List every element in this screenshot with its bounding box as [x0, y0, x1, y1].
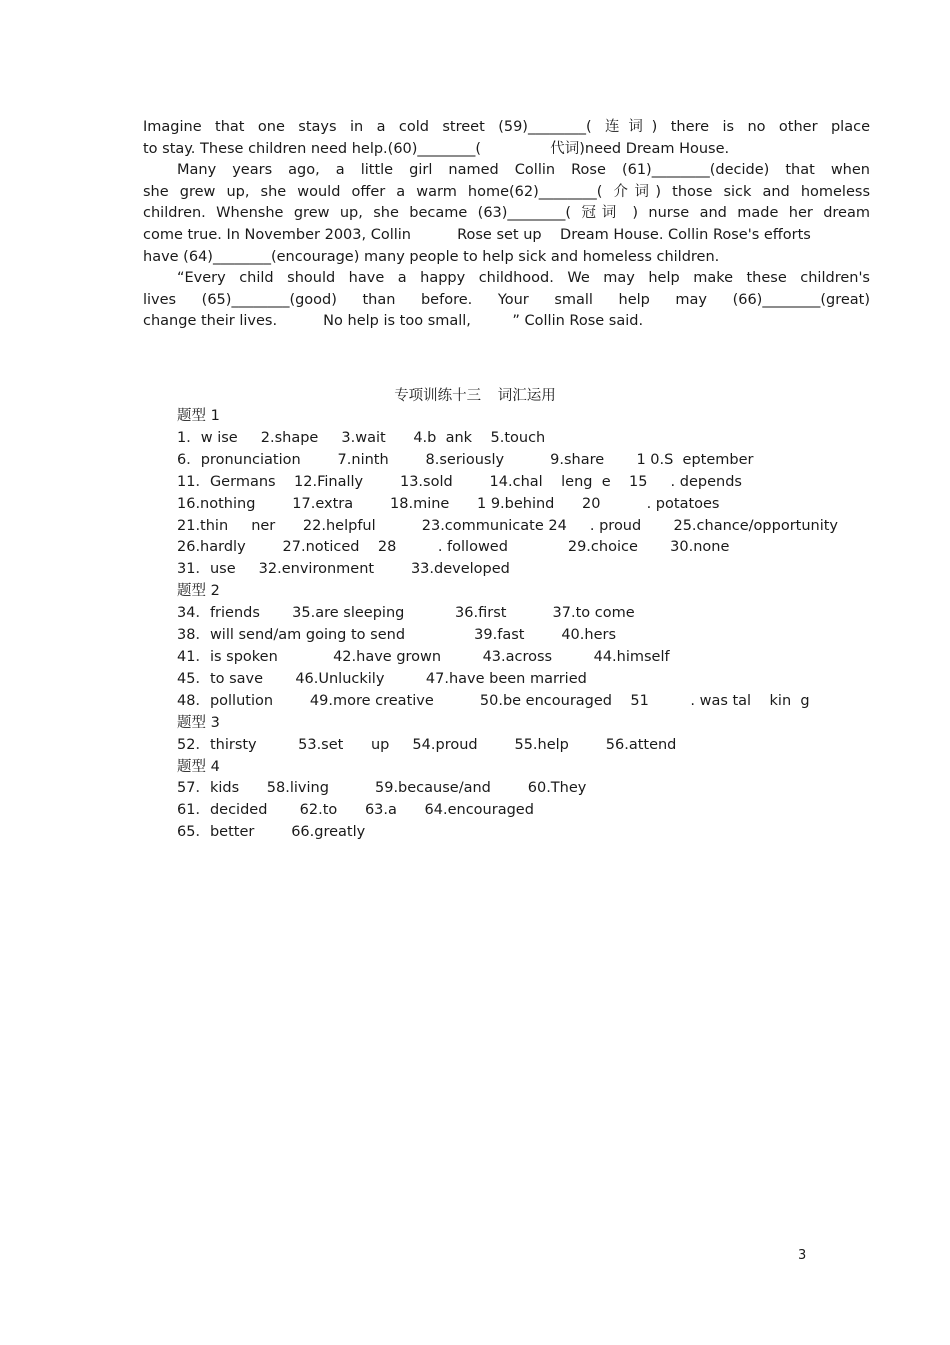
answer-line: 26.hardly 27.noticed 28 . followed 29.choice 30.none: [177, 539, 730, 556]
section-title: 专项训练十三 词汇运用: [394, 388, 556, 404]
passage-line: “Every child should have a happy childhood. We may help make these children's: [177, 270, 870, 287]
answer-heading: 题型 2: [177, 583, 220, 600]
cloze-passage: [143, 117, 870, 333]
passage-line: Many years ago, a little girl named Collin Rose (61)________(decide) that when: [177, 162, 870, 179]
answer-heading: 题型 3: [177, 714, 220, 731]
answer-heading: 题型 1: [177, 408, 220, 424]
answer-line: 21.thin ner 22.helpful 23.communicate 24 . proud 25.chance/opportunity: [177, 517, 839, 534]
answer-line: 41．is spoken 42.have grown 43.across 44.himself: [177, 648, 670, 665]
answer-line: 31．use 32.environment 33.developed: [177, 561, 510, 578]
passage-line: have (64)________(encourage) many people to help sick and homeless children.: [143, 248, 720, 265]
answer-line: 48．pollution 49.more creative 50.be encouraged 51 . was tal kin g: [177, 692, 810, 709]
passage-line: she grew up, she would offer a warm home(62)________( 介词) those sick and homeless: [143, 183, 870, 200]
passage-line: to stay. These children need help.(60)________( 代词)need Dream House.: [143, 140, 730, 157]
answer-line: 52．thirsty 53.set up 54.proud 55.help 56.attend: [177, 736, 677, 753]
passage-line: lives (65)________(good) than before. Your small help may (66)________(great): [143, 291, 870, 308]
page-number: 3: [798, 1248, 807, 1263]
passage-line: Imagine that one stays in a cold street (59)________( 连词) there is no other place: [143, 119, 870, 135]
answer-line: 11．Germans 12.Finally 13.sold 14.chal leng e 15 . depends: [177, 473, 742, 490]
answer-line: 1．w ise 2.shape 3.wait 4.b ank 5.touch: [177, 429, 546, 446]
answer-line: 61．decided 62.to 63.a 64.encouraged: [177, 802, 534, 819]
passage-line: children. Whenshe grew up, she became (63)________( 冠词 ) nurse and made her dream: [143, 205, 870, 222]
answer-line: 6．pronunciation 7.ninth 8.seriously 9.share 1 0.S eptember: [177, 451, 754, 468]
passage-line: come true. In November 2003, Collin Rose set up Dream House. Collin Rose's efforts: [143, 226, 811, 243]
answer-heading: 题型 4: [177, 758, 220, 775]
answer-line: 45．to save 46.Unluckily 47.have been married: [177, 670, 587, 687]
answer-line: 16.nothing 17.extra 18.mine 1 9.behind 20 . potatoes: [177, 495, 720, 512]
answer-line: 65．better 66.greatly: [177, 824, 366, 841]
passage-line: change their lives. No help is too small, ” Collin Rose said.: [143, 313, 644, 330]
answer-line: 57．kids 58.living 59.because/and 60.They: [177, 780, 587, 797]
answer-key: [177, 406, 857, 844]
answer-line: 38．will send/am going to send 39.fast 40.hers: [177, 627, 617, 644]
answer-line: 34．friends 35.are sleeping 36.first 37.to come: [177, 605, 635, 622]
